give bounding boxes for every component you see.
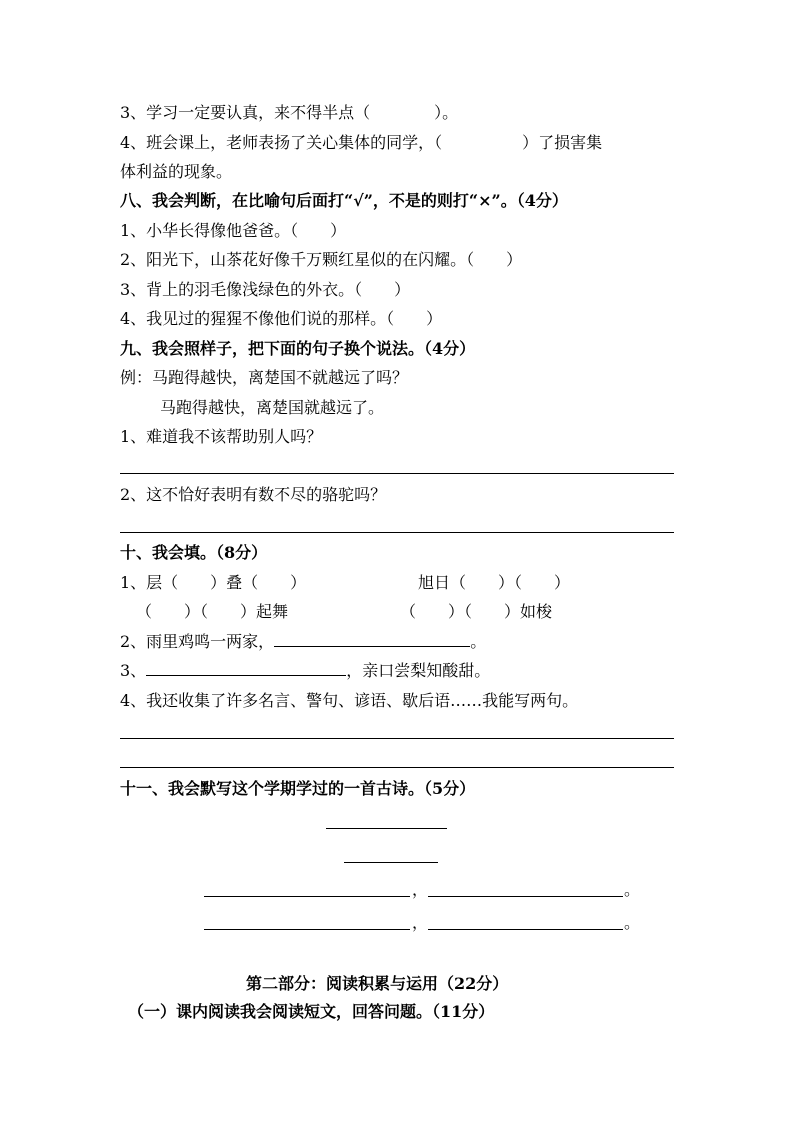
q8-item-3: 3、背上的羽毛像浅绿色的外衣。（ ） [120, 280, 411, 299]
q10-item-2-suffix: 。 [470, 632, 487, 651]
q10-item-1b: 旭日（ ）（ ） [418, 573, 571, 592]
q9-example-answer: 马跑得越快，离楚国就越远了。 [160, 398, 385, 417]
q9-answer-line-1[interactable] [120, 473, 674, 474]
q11-poem-line-2a[interactable] [204, 929, 410, 930]
part2-subtitle: （一）课内阅读我会阅读短文，回答问题。（11分） [128, 1002, 495, 1021]
q10-item-3-blank[interactable] [146, 661, 346, 676]
q9-item-1: 1、难道我不该帮助别人吗？ [120, 427, 323, 446]
q11-title: 十一、我会默写这个学期学过的一首古诗。（5分） [120, 779, 476, 798]
q10-item-2 [120, 632, 486, 652]
q10-answer-line-1[interactable] [120, 738, 674, 739]
q10-item-3 [120, 661, 490, 681]
q10-item-3-prefix: 3、 [120, 661, 147, 680]
q11-poem-title-line[interactable] [326, 828, 447, 829]
q10-answer-line-2[interactable] [120, 767, 674, 768]
q8-item-4: 4、我见过的猩猩不像他们说的那样。（ ） [120, 309, 443, 328]
q10-title: 十、我会填。（8分） [120, 543, 268, 562]
q9-example-question: 例：马跑得越快，离楚国不就越远了吗？ [120, 368, 409, 387]
q7-item-3: 3、学习一定要认真，来不得半点（ ）。 [120, 103, 459, 122]
q11-period-2: 。 [624, 913, 641, 932]
q7-item-4-line2: 体利益的现象。 [120, 162, 233, 181]
q9-item-2: 2、这不恰好表明有数不尽的骆驼吗？ [120, 485, 387, 504]
q10-item-3-suffix: ，亲口尝梨知酸甜。 [346, 661, 491, 680]
q8-title: 八、我会判断，在比喻句后面打“√”，不是的则打“×”。（4分） [120, 191, 568, 210]
q11-poem-line-1b[interactable] [428, 896, 623, 897]
q11-poem-author-line[interactable] [344, 862, 438, 863]
q9-title: 九、我会照样子，把下面的句子换个说法。（4分） [120, 339, 476, 358]
q7-item-4-line1: 4、班会课上，老师表扬了关心集体的同学，（ ）了损害集 [120, 133, 603, 152]
q10-item-4: 4、我还收集了许多名言、警句、谚语、歇后语……我能写两句。 [120, 691, 579, 710]
q10-item-1a: 1、层（ ）叠（ ） [120, 573, 307, 592]
q10-item-1c: （ ）（ ）起舞 [136, 602, 289, 621]
q8-item-2: 2、阳光下，山茶花好像千万颗红星似的在闪耀。（ ） [120, 250, 523, 269]
q11-comma-2: ， [412, 913, 429, 932]
q10-item-2-blank[interactable] [274, 632, 470, 647]
q9-answer-line-2[interactable] [120, 532, 674, 533]
q10-item-1d: （ ）（ ）如梭 [400, 602, 553, 621]
part2-title: 第二部分：阅读积累与运用（22分） [246, 974, 509, 993]
q8-item-1: 1、小华长得像他爸爸。（ ） [120, 221, 347, 240]
q11-period-1: 。 [624, 880, 641, 899]
q10-item-2-prefix: 2、雨里鸡鸣一两家， [120, 632, 275, 651]
q11-comma-1: ， [412, 880, 429, 899]
q11-poem-line-2b[interactable] [428, 929, 623, 930]
q11-poem-line-1a[interactable] [204, 896, 410, 897]
